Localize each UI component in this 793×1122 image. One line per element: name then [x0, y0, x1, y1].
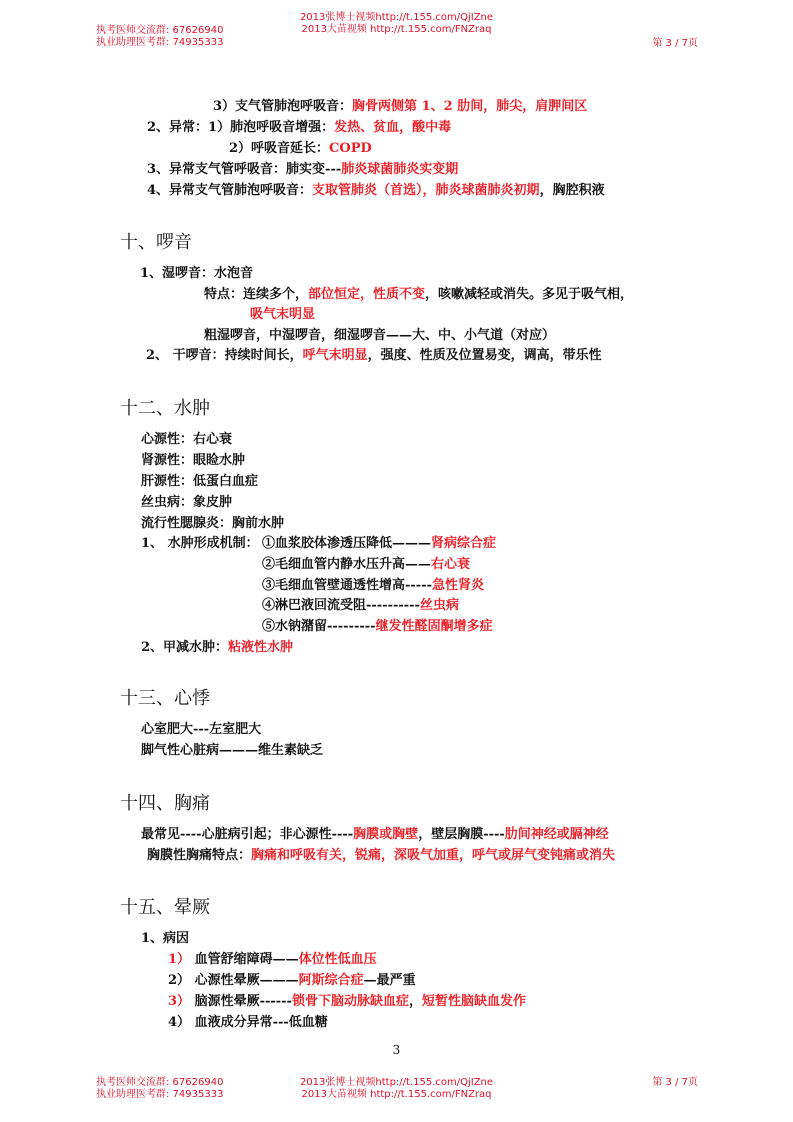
text: ，咳嗽减轻或消失。多见于吸气相， [425, 287, 634, 302]
rales-line-5 [146, 348, 602, 364]
section-title-syncope: 十五、晕厥 [120, 897, 210, 918]
text: 血管舒缩障碍—— [194, 952, 299, 967]
text: ③毛细血管壁通透性增高----- [262, 578, 432, 593]
highlight: 胸骨两侧第 1、2 肋间，肺尖，肩胛间区 [352, 99, 588, 114]
highlight: 部位恒定，性质不变 [308, 287, 426, 302]
breath-line-4 [147, 162, 458, 178]
footer-page-indicator: 第 3 / 7页 [652, 1077, 698, 1088]
footer-group-left-1: 执考医师交流群: 67626940 [96, 1077, 224, 1088]
item-number: 3） [168, 994, 191, 1009]
item-number: 4） [168, 1015, 191, 1030]
section-title-palpitation: 十三、心悸 [120, 688, 210, 709]
edema-item: 心源性：右心衰 [141, 432, 233, 447]
edema-mechanism [262, 598, 459, 614]
text: —最严重 [363, 973, 416, 988]
header-page-indicator: 第 3 / 7页 [652, 38, 698, 49]
text: 2、 干啰音：持续时间长， [146, 348, 303, 363]
text: ，胸腔积液 [539, 183, 605, 198]
highlight: 右心衰 [431, 557, 471, 572]
highlight: 急性肾炎 [431, 578, 484, 593]
page-number: 3 [392, 1043, 401, 1057]
text: 2）呼吸音延长： [229, 141, 330, 156]
edema-item: 肾源性：眼睑水肿 [141, 453, 246, 468]
text: 脑源性晕厥------ [194, 994, 292, 1009]
edema-hypothyroid [141, 640, 293, 656]
section-title-edema: 十二、水肿 [120, 398, 210, 419]
text: 最常见----心脏病引起；非心源性---- [141, 827, 354, 842]
text: 特点：连续多个， [204, 287, 309, 302]
edema-mechanism [262, 557, 470, 573]
highlight: 丝虫病 [419, 598, 459, 613]
highlight: 体位性低血压 [298, 952, 377, 967]
highlight: COPD [329, 141, 372, 156]
breath-line-3 [229, 141, 372, 157]
highlight: 粘液性水肿 [228, 640, 294, 655]
edema-mechanism [262, 578, 484, 594]
highlight: 肾病综合症 [431, 536, 497, 551]
breath-line-1 [213, 99, 587, 115]
text: 4、异常支气管肺泡呼吸音： [147, 183, 313, 198]
text: 胸膜性胸痛特点： [147, 848, 252, 863]
palpitation-item: 脚气性心脏病———维生素缺乏 [141, 743, 324, 758]
section-title-rales: 十、啰音 [120, 232, 192, 253]
text: ①血浆胶体渗透压降低——— [262, 536, 432, 551]
syncope-cause [168, 994, 526, 1010]
highlight: 发热、贫血，酸中毒 [334, 120, 452, 135]
footer-video-link-1[interactable]: 2013张博士视频http://t.155.com/QjIZne [299, 1077, 494, 1088]
highlight: 呼气末明显 [302, 348, 368, 363]
footer-group-left-2: 执业助理医考群: 74935333 [96, 1089, 224, 1100]
syncope-cause [168, 952, 377, 968]
edema-item: 肝源性：低蛋白血症 [141, 474, 259, 489]
text: 3）支气管肺泡呼吸音： [213, 99, 353, 114]
text: 心源性晕厥——— [194, 973, 299, 988]
palpitation-item: 心室肥大---左室肥大 [141, 722, 262, 737]
highlight: 肋间神经或膈神经 [504, 827, 609, 842]
edema-item: 丝虫病：象皮肿 [141, 495, 233, 510]
rales-line-3: 吸气末明显 [250, 307, 316, 322]
header-video-link-2[interactable]: 2013大苗视频 http://t.155.com/FNZraq [301, 24, 492, 35]
rales-line-2 [204, 287, 633, 303]
highlight: 胸痛和呼吸有关，锐痛，深吸气加重，呼气或屏气变钝痛或消失 [251, 848, 616, 863]
syncope-cause [168, 973, 416, 989]
breath-line-5 [147, 183, 605, 199]
item-number: 2） [168, 973, 191, 988]
edema-mechanism [262, 536, 496, 552]
header-video-link-1[interactable]: 2013张博士视频http://t.155.com/QjIZne [299, 12, 494, 23]
highlight: 短暂性脑缺血发作 [421, 994, 526, 1009]
text: ，强度、性质及位置易变，调高，带乐性 [367, 348, 602, 363]
text: ， [408, 994, 422, 1009]
highlight: 继发性醛固酮增多症 [375, 619, 493, 634]
text: 血液成分异常---低血糖 [194, 1015, 328, 1030]
section-title-chest-pain: 十四、胸痛 [120, 793, 210, 814]
highlight: 胸膜或胸壁 [353, 827, 419, 842]
header-group-left-1: 执考医师交流群: 67626940 [96, 25, 224, 36]
highlight: 肺炎球菌肺炎实变期 [341, 162, 459, 177]
text: 2、甲减水肿： [141, 640, 229, 655]
text: ⑤水钠潴留--------- [262, 619, 376, 634]
rales-line-4: 粗湿啰音，中湿啰音，细湿啰音——大、中、小气道（对应） [204, 328, 556, 343]
highlight: 锁骨下脑动脉缺血症 [291, 994, 409, 1009]
syncope-cause [168, 1015, 328, 1031]
chest-pain-line-2 [147, 848, 615, 864]
edema-mechanism [262, 619, 493, 635]
header-group-left-2: 执业助理医考群: 74935333 [96, 37, 224, 48]
chest-pain-line-1 [141, 827, 609, 843]
highlight: 阿斯综合症 [298, 973, 364, 988]
text: ②毛细血管内静水压升高—— [262, 557, 432, 572]
text: ，壁层胸膜---- [418, 827, 505, 842]
text: 2、异常：1）肺泡呼吸音增强： [147, 120, 335, 135]
breath-line-2 [147, 120, 451, 136]
edema-item: 流行性腮腺炎：胸前水肿 [141, 516, 285, 531]
highlight: 支取管肺炎（首选），肺炎球菌肺炎初期 [312, 183, 540, 198]
text: ④淋巴液回流受阻---------- [262, 598, 420, 613]
syncope-causes-label: 1、病因 [141, 931, 190, 946]
footer-video-link-2[interactable]: 2013大苗视频 http://t.155.com/FNZraq [301, 1089, 492, 1100]
item-number: 1） [168, 952, 191, 967]
edema-mechanism-label: 1、 水肿形成机制： [141, 536, 259, 551]
rales-line-1: 1、湿啰音：水泡音 [140, 266, 254, 281]
text: 3、异常支气管呼吸音：肺实变--- [147, 162, 342, 177]
